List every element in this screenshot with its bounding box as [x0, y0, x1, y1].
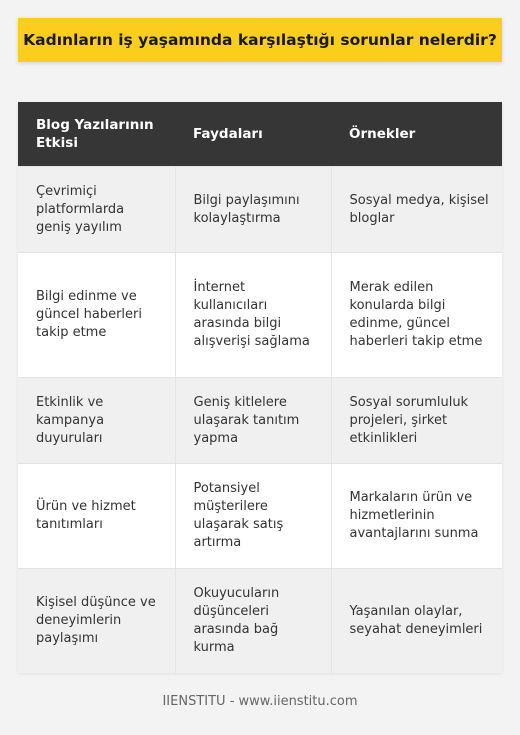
table-cell: Sosyal medya, kişisel bloglar: [331, 167, 502, 253]
footer-credit: IIENSTITU - www.iienstitu.com: [162, 694, 358, 709]
page-title: Kadınların iş yaşamında karşılaştığı sorunlar nelerdir?: [23, 31, 497, 49]
header-cell-impact: Blog Yazılarının Etkisi: [18, 102, 175, 167]
table-cell: Merak edilen konularda bilgi edinme, güncel haberleri takip etme: [331, 253, 502, 378]
table-header-row: [18, 102, 502, 167]
header-cell-examples: Örnekler: [331, 102, 502, 167]
table-cell: Çevrimiçi platformlarda geniş yayılım: [18, 167, 175, 253]
data-table: [18, 102, 502, 673]
table-cell: Potansiyel müşterilere ulaşarak satış artırma: [175, 464, 331, 569]
table-row: [18, 464, 502, 569]
table-row: [18, 378, 502, 464]
table-container: [18, 102, 502, 673]
table-cell: Markaların ürün ve hizmetlerinin avantajlarını sunma: [331, 464, 502, 569]
table-cell: Bilgi edinme ve güncel haberleri takip etme: [18, 253, 175, 378]
table-row: [18, 569, 502, 674]
table-cell: Geniş kitlelere ulaşarak tanıtım yapma: [175, 378, 331, 464]
table-cell: İnternet kullanıcıları arasında bilgi alışverişi sağlama: [175, 253, 331, 378]
table-cell: Sosyal sorumluluk projeleri, şirket etkinlikleri: [331, 378, 502, 464]
table-row: [18, 167, 502, 253]
header-cell-benefits: Faydaları: [175, 102, 331, 167]
table-row: [18, 253, 502, 378]
table-cell: Bilgi paylaşımını kolaylaştırma: [175, 167, 331, 253]
table-cell: Etkinlik ve kampanya duyuruları: [18, 378, 175, 464]
table-cell: Yaşanılan olaylar, seyahat deneyimleri: [331, 569, 502, 674]
table-cell: Kişisel düşünce ve deneyimlerin paylaşımı: [18, 569, 175, 674]
table-cell: Okuyucuların düşünceleri arasında bağ kurma: [175, 569, 331, 674]
table-cell: Ürün ve hizmet tanıtımları: [18, 464, 175, 569]
title-banner: [18, 18, 502, 62]
